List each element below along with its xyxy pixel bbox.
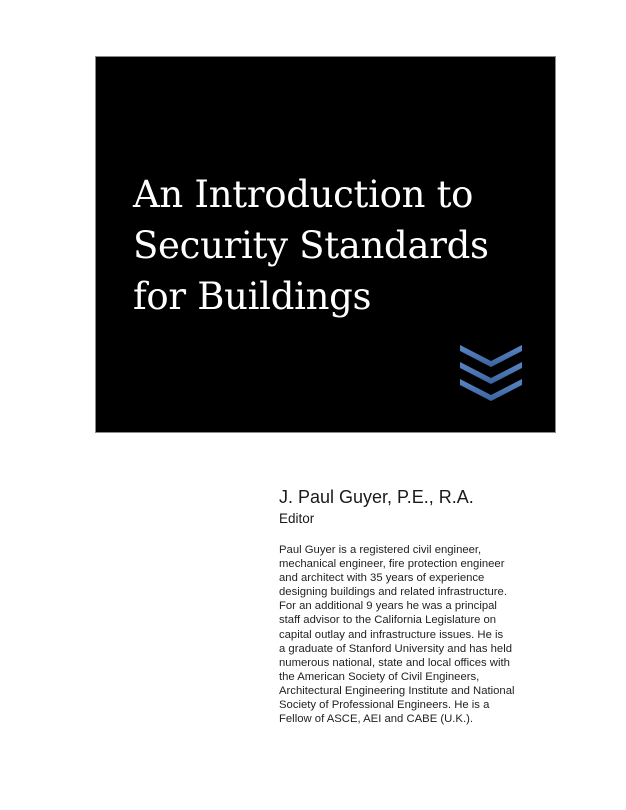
triple-chevron-down-icon <box>460 345 522 403</box>
bio-line: Fellow of ASCE, AEI and CABE (U.K.). <box>279 713 474 726</box>
bio-line: and architect with 35 years of experience <box>279 572 485 585</box>
title-line: Security Standards <box>133 224 489 267</box>
cover-panel <box>95 56 556 433</box>
bio-line: numerous national, state and local offices with <box>279 656 510 669</box>
bio-line: mechanical engineer, fire protection engineer <box>279 558 505 571</box>
bio-line: Society of Professional Engineers. He is a <box>279 699 490 712</box>
book-title <box>133 169 489 322</box>
bio-line: staff advisor to the California Legislature on <box>279 614 497 627</box>
title-line: for Buildings <box>133 275 372 318</box>
author-block <box>279 486 474 528</box>
bio-line: Paul Guyer is a registered civil engineer, <box>279 544 482 556</box>
title-line: An Introduction to <box>133 173 474 216</box>
bio-line: capital outlay and infrastructure issues. He is <box>279 628 504 641</box>
author-name: J. Paul Guyer, P.E., R.A. <box>279 487 474 507</box>
bio-line: designing buildings and related infrastructure. <box>279 586 507 599</box>
bio-line: For an additional 9 years he was a principal <box>279 600 497 613</box>
bio-line: Architectural Engineering Institute and National <box>279 684 515 697</box>
bio-line: the American Society of Civil Engineers, <box>279 670 480 683</box>
author-bio <box>279 543 549 726</box>
bio-line: a graduate of Stanford University and has held <box>279 642 512 655</box>
author-role: Editor <box>279 511 315 526</box>
